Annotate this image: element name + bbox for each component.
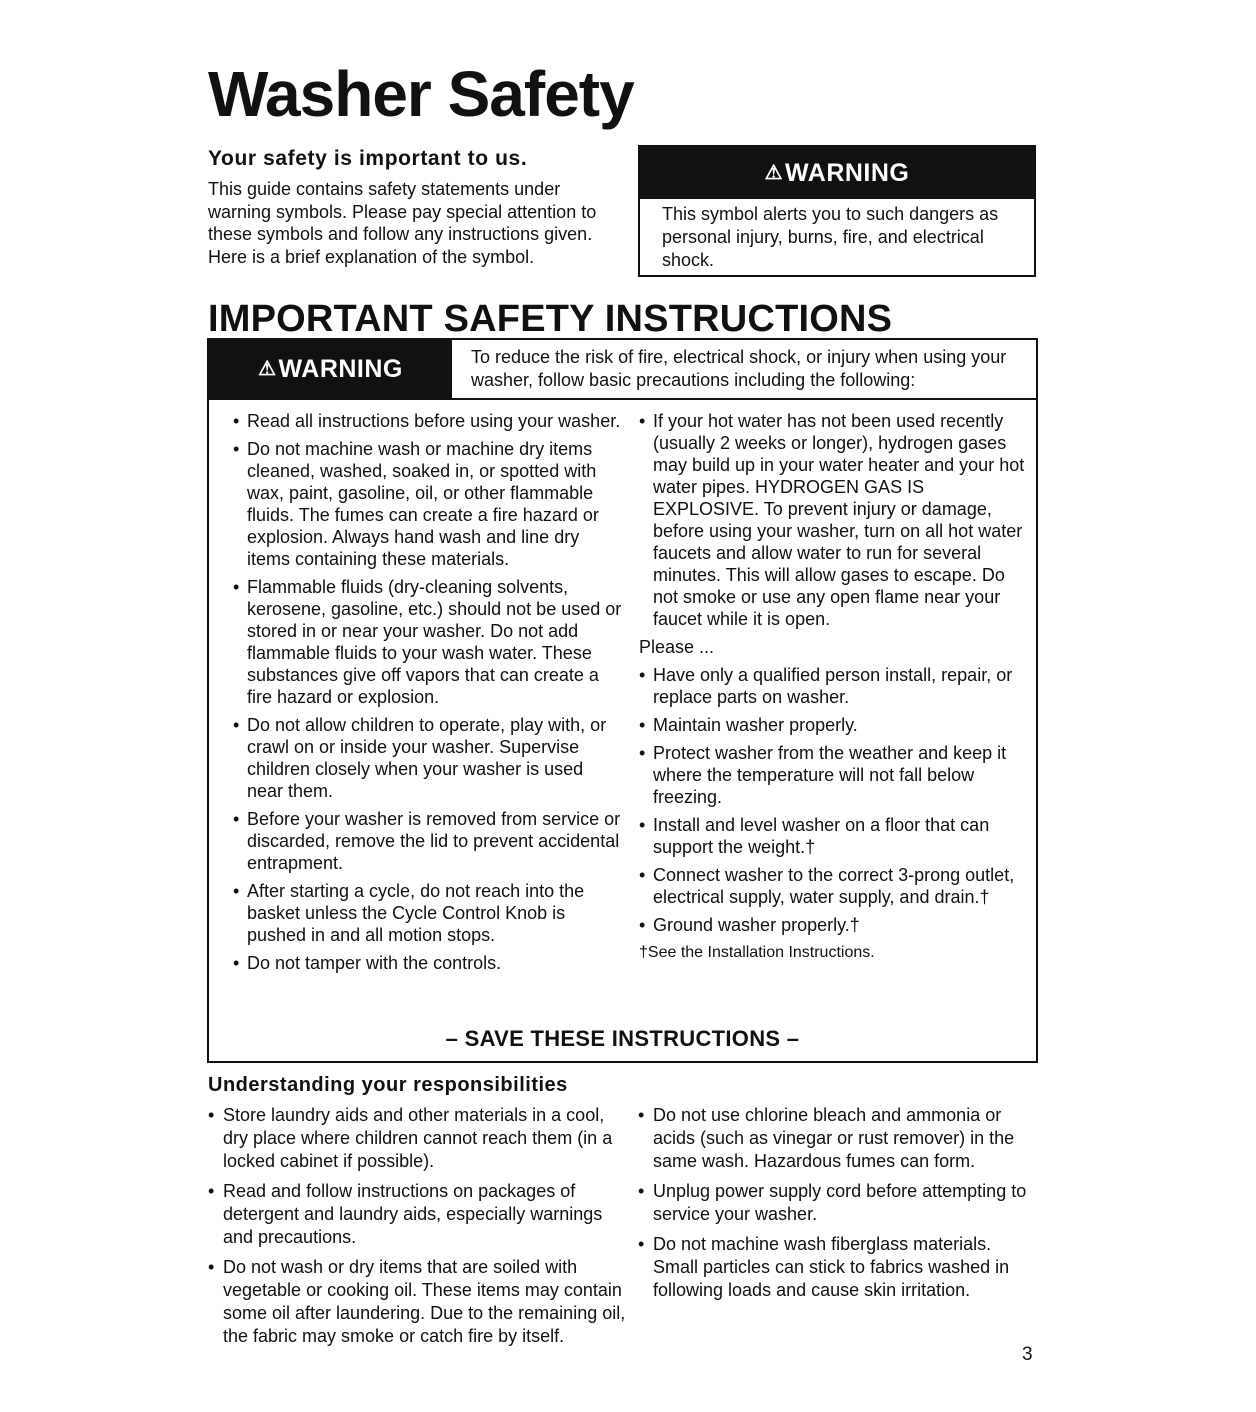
list-item: • After starting a cycle, do not reach into the basket unless the Cycle Control Knob is pushed in and all motion stops. (233, 880, 623, 946)
warning-header (640, 147, 1034, 199)
list-item: • Store laundry aids and other materials in a cool, dry place where children cannot reach them (in a locked cabinet if possible). (208, 1104, 628, 1173)
please-label: Please ... (639, 637, 715, 657)
page-title: Washer Safety (208, 58, 634, 130)
list-item: • Read all instructions before using your washer. (233, 410, 623, 432)
precaution-text: To reduce the risk of fire, electrical shock, or injury when using your washer, follow basic precautions including the following: (471, 347, 1007, 390)
list-item: • Read and follow instructions on packages of detergent and laundry aids, especially warnings and precautions. (208, 1180, 628, 1249)
list-item: • Maintain washer properly. (639, 714, 1031, 736)
list-item: • Ground washer properly.† (639, 914, 1031, 936)
safety-subhead: Your safety is important to us. (208, 147, 528, 170)
responsibilities-right-column (638, 1104, 1038, 1309)
list-item: • Install and level washer on a floor that can support the weight.† (639, 814, 1031, 858)
divider (209, 398, 1036, 400)
safety-instructions-box (207, 338, 1038, 1063)
list-item: • Flammable fluids (dry-cleaning solvents, kerosene, gasoline, etc.) should not be used or stored in or near your washer. Do not add flammable fluids to your wash water. These substances give off vapors that can create a fire hazard or explosion. (233, 576, 623, 708)
list-item: • Connect washer to the correct 3-prong outlet, electrical supply, water supply, and drain.† (639, 864, 1031, 908)
list-item: • Do not wash or dry items that are soiled with vegetable or cooking oil. These items may contain some oil after laundering. Due to the remaining oil, the fabric may smoke or catch fire by itself. (208, 1256, 628, 1348)
warning-label: WARNING (785, 158, 910, 187)
instructions-right-column (639, 410, 1031, 970)
page-number: 3 (1022, 1344, 1033, 1365)
list-item: • Have only a qualified person install, repair, or replace parts on washer. (639, 664, 1031, 708)
list-item: • Do not tamper with the controls. (233, 952, 623, 974)
instructions-warning-header (209, 340, 452, 398)
safety-instructions-heading: IMPORTANT SAFETY INSTRUCTIONS (208, 298, 893, 340)
warning-triangle-icon: ⚠ (258, 357, 277, 380)
list-item: • Do not use chlorine bleach and ammonia or acids (such as vinegar or rust remover) in the same wash. Hazardous fumes can form. (638, 1104, 1038, 1173)
warning-label: WARNING (278, 354, 403, 383)
list-item: • Protect washer from the weather and keep it where the temperature will not fall below freezing. (639, 742, 1031, 808)
symbol-explanation-box (638, 145, 1036, 277)
warning-triangle-icon: ⚠ (764, 161, 784, 184)
list-item: • Do not allow children to operate, play with, or crawl on or inside your washer. Supervise children closely when your washer is used near them. (233, 714, 623, 802)
save-instructions-banner: – SAVE THESE INSTRUCTIONS – (445, 1026, 800, 1051)
symbol-explanation-text: This symbol alerts you to such dangers as personal injury, burns, fire, and electrical shock. (662, 204, 999, 270)
list-item: • If your hot water has not been used recently (usually 2 weeks or longer), hydrogen gases may build up in your water heater and your hot water pipes. HYDROGEN GAS IS EXPLOSIVE. To prevent injury or damage, before using your washer, turn on all hot water faucets and allow water to run for several minutes. This will allow gases to escape. Do not smoke or use any open flame near your faucet while it is open. (639, 410, 1031, 630)
installation-footnote: †See the Installation Instructions. (639, 944, 875, 961)
list-item: • Before your washer is removed from service or discarded, remove the lid to prevent accidental entrapment. (233, 808, 623, 874)
responsibilities-heading: Understanding your responsibilities (208, 1074, 568, 1096)
list-item: • Do not machine wash or machine dry items cleaned, washed, soaked in, or spotted with wax, paint, gasoline, oil, or other flammable fluids. The fumes can create a fire hazard or explosion. Always hand wash and line dry items containing these materials. (233, 438, 623, 570)
list-item: • Do not machine wash fiberglass materials. Small particles can stick to fabrics washed in following loads and cause skin irritation. (638, 1233, 1038, 1302)
instructions-left-column (233, 410, 623, 980)
responsibilities-left-column (208, 1104, 628, 1355)
list-item: • Unplug power supply cord before attempting to service your washer. (638, 1180, 1038, 1226)
intro-paragraph: This guide contains safety statements under warning symbols. Please pay special attention to these symbols and follow any instructions given. Here is a brief explanation of the symbol. (208, 179, 597, 267)
